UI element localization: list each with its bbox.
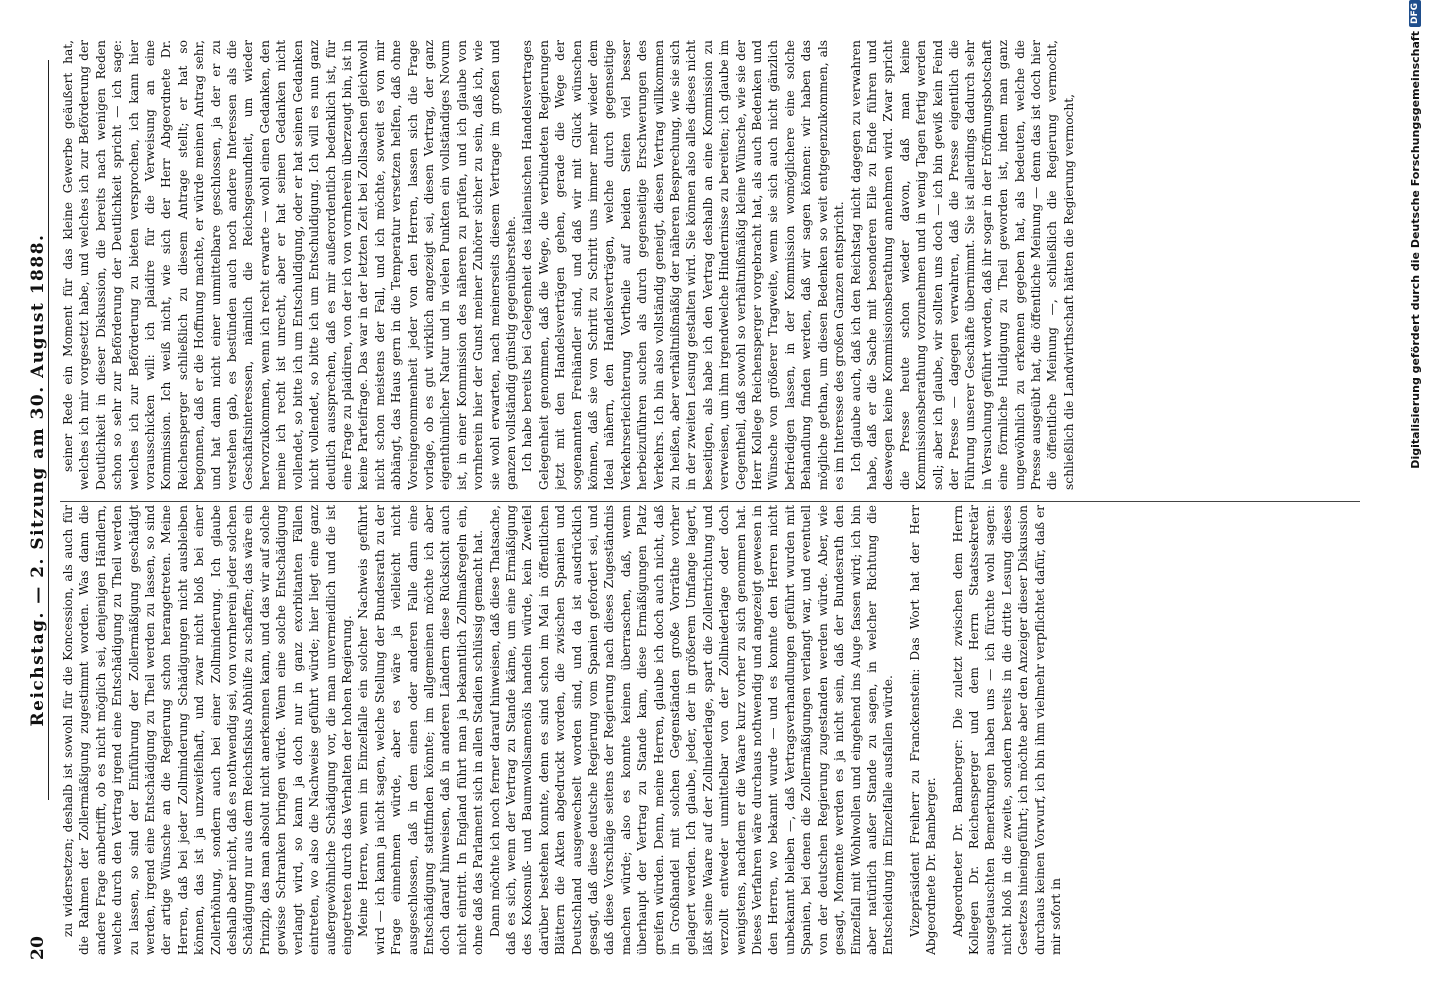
header-rule: [48, 60, 49, 800]
page-number: 20: [28, 935, 48, 960]
right-column: [60, 40, 1370, 490]
paragraph: Ich habe bereits bei Gelegenheit des italienischen Handelsvertrages Gelegenheit genommen, daß die Wege, die verbündeten Regierungen jetzt mit den Handelsverträgen gehen, gerade die Wege der sogenannten Freihändler sind, und daß wir mit Glück wünschen können, daß sie von Schritt zu Schritt uns immer mehr wieder dem Ideal nähern, den Handelsverträgen, welche durch gegenseitige Verkehrserleichterung Vortheile auf beiden Seiten viel besser herbeizuführen suchen als durch gegenseitige Erschwerungen des Verkehrs. Ich bin also vollständig geneigt, diesen Vertrag willkommen zu heißen, aber verhältnißmäßig der näheren Besprechung, wie sie sich in der zweiten Lesung gestalten wird. Sie können also alles dieses nicht beseitigen, als habe ich den Vertrag deshalb an eine Kommission zu verweisen, um ihm irgendwelche Hindernisse zu bereiten; ich glaube im Gegentheil, daß sowohl so verhältnißmäßig kleine Wünsche, wie sie der Herr Kollege Reichensperger vorgebracht hat, als auch Bedenken und Wünsche von größerer Tragweite, wenn sie sich auch nicht gänzlich befriedigen lassen, in der Kommission womöglichere eine solche Behandlung finden werden, daß wir sagen können: wir haben das mögliche gethan, um diesen Bedenken so weit entgegenzukommen, als es im Interesse des großen Ganzen entspricht.: [520, 40, 847, 490]
paragraph-speaker: Vizepräsident Freiherr zu Franckenstein: Das Wort hat der Herr Abgeordnete Dr. Bamberger.: [907, 505, 939, 955]
page-title: Reichstag. — 2. Sitzung am 30. August 1888.: [28, 233, 48, 727]
paragraph: Ich glaube auch, daß ich den Reichstag nicht dagegen zu verwahren habe, daß er die Sache mit besonderen Eile zu Ende führen und deswegen keine Kommissionsberathung annehmen wird. Zwar spricht die Presse heute schon wieder davon, daß man keine Kommissionsberathung vorzunehmen und in wenig Tagen fertig werden soll; aber ich glaube, wir sollten uns doch — ich bin gewiß kein Feind der Presse — dagegen verwahren, daß die Presse eigentlich die Führung unserer Geschäfte übernimmt. Sie ist allerdings dadurch sehr in Versuchung geführt worden, daß ihr sogar in der Eröffnungsbotschaft eine förmliche Huldigung zu Theil geworden ist, indem man ganz ungewöhnlich zu erkennen gegeben hat, als bedeuten, welche die Presse ausgeübt hat, die öffentliche Meinung — denn das ist doch hier die öffentliche Meinung —, schließlich die Regierung vermocht, schließlich die Landwirthschaft hätten die Regierung vermocht,: [848, 40, 1076, 490]
paragraph: Dann möchte ich noch ferner darauf hinweisen, daß diese Thatsache, daß es sich, wenn der Vertrag zu Stande käme, um eine Ermäßigung des Kokosnuß- und Baumwollsamenöls handeln würde, kein Zweifel darüber bestehen konnte, denn es sind schon im Mai in öffentlichen Blättern die Akten abgedruckt worden, die zwischen Spanien und Deutschland ausgewechselt worden sind, und da ist ausdrücklich gesagt, daß diese deutsche Regierung vom Spanien gefordert sei, und daß diese Vorschläge seitens der Regierung nach dieses Zugeständnis machen würde; also es konnte keinen überraschen, daß, wenn überhaupt der Vertrag zu Stande kam, diese Ermäßigungen Platz greifen würden. Denn, meine Herren, glaube ich doch auch nicht, daß in Großhandel mit solchen Gegenständen große Vorräthe vorher gelagert werden. Ich glaube, jeder, der in größerem Umfange lagert, läßt seine Waare auf der Zollniederlage, spart die Zollentrichtung und verzollt entweder unmittelbar von der Zollniederlage oder doch wenigstens, nachdem er die Waare kurz vorher zu sich genommen hat. Dieses Verfahren wäre durchaus nothwendig und angezeigt gewesen in den Herren, wo bekannt wurde — und es konnte den Herren nicht unbekannt bleiben —, daß Vertragsverhandlungen geführt wurden mit Spanien, bei denen die Zollermäßigungen verlangt war, und eventuell von der deutschen Regierung zugestanden werden würde. Aber, wie gesagt, Momente werden es ja nicht sein, daß der Bundesrath den Einzelfall mit Wohlwollen und eingehend ins Auge fassen wird; ich bin aber natürlich außer Stande zu sagen, in welcher Richtung die Entscheidung im Einzelfalle ausfallen würde.: [487, 505, 896, 955]
page-header: [18, 60, 58, 960]
digitization-credit: [1405, 0, 1425, 980]
paragraph: zu widersetzen; deshalb ist sowohl für die Koncession, als auch für die Rahmen der Zollermäßigung zugestimmt worden. Was dann die andere Frage anbetrifft, ob es nicht möglich sei, denjenigen Händlern, welche durch den Vertrag irgend eine Entschädigung zu Theil werden zu lassen, so sind der Einführung der Zollermäßigung geschädigt werden, irgend eine Entschädigung zu Theil werden zu lassen, so sind der artige Wünsche an die Regierung schon herangetreten. Meine Herren, daß bei jeder Zollminderung Schädigungen nicht ausbleiben können, das ist ja unzweifelhaft, und zwar nicht bloß bei einer Zollerhöhung, sondern auch bei einer Zollminderung. Ich glaube deshalb aber nicht, daß es nothwendig sei, von vornherein jeder solchen Schädigung nur aus dem Reichsfiskus Abhülfe zu schaffen; das wäre ein Prinzip, das man absolut nicht anerkennen kann, und das wir auf solche gewisse Schranken bringen würde. Wenn eine solche Entschädigung verlangt wird, so kann ja doch nur in ganz exorbitanten Fällen eintreten, wo also die Nachweise geführt würde; hier liegt eine ganz außergewöhnliche Schädigung vor, die man unvermeidlich und die ist eingetreten durch das Verhalten der hohen Regierung.: [61, 505, 354, 955]
paragraph: Meine Herren, wenn im Einzelfalle ein solcher Nachweis geführt wird — ich kann ja nicht sagen, welche Stellung der Bundesrath zu der Frage einnehmen würde, aber es wäre ja vielleicht nicht ausgeschlossen, daß in dem einen oder anderen Falle dann eine Entschädigung stattfinden könnte; im allgemeinen möchte ich aber doch darauf hinweisen, daß in anderen Ländern diese Rücksicht auch nicht eintritt. In England führt man ja bekanntlich Zollmaßregeln ein, ohne daß das Parlament sich in allen Stadien schlüssig gemacht hat.: [356, 505, 486, 955]
credit-text: Digitalisierung gefördert durch die Deutsche Forschungsgemeinschaft: [1408, 31, 1422, 469]
left-column: [60, 505, 1370, 955]
dfg-logo: DFG: [1409, 0, 1421, 27]
paragraph: seiner Rede ein Moment für das kleine Gewerbe geäußert hat, welches ich mir vorgesetzt habe, und welches ich zur Beförderung der Deutlichkeit in dieser Diskussion, die bereits nach wenigen Reden schon so sehr zur Beförderung der Deutlichkeit spricht — ich sage: welches ich zur Beförderung zu bieten versprochen, ich kann hier vorausschicken will: ich plaidire für die Verweisung an eine Kommission. Ich weiß nicht, wie sich der Herr Abgeordnete Dr. Reichensperger schließlich zu diesem Antrage stellt; er hat so begonnen, daß er die Hoffnung machte, er würde meinen Antrag sehr, und hat dann nicht einer unmittelbare geschlossen, ja der er zu verstehen gab, es bestünden auch noch andere Interessen als die Geschäftsinteressen, nämlich die Reichsgesundheit, um wieder hervorzukommen, wenn ich recht erwarte — wohl einen Gedanken, den meine ich recht ist unrecht, aber er hat seinen Gedanken nicht vollendet, so bitte ich um Entschuldigung, oder er hat seinen Gedanken nicht vollendet, so bitte ich um Entschuldigung. Ich will es nun ganz deutlich aussprechen, daß es mir außerordentlich bedenklich ist, für eine Frage zu plaidiren, von der ich von vornherein überzeugt bin, ist in keine Parteifrage. Das war in der letzten Zeit bei Zollsachen gleichwohl nicht schon meistens der Fall, und ich möchte, soweit es von mir abhängt, das Haus gern in die Temperatur versetzen helfen, daß ohne Voreingenommenheit jeder von den Herren, lassen sich die Frage vorlage, ob es gut wirklich angezeigt sei, diesen Vertrag, der ganz eigenthümlicher Natur und in vielen Punkten ein vollständiges Novum ist, in einer Kommission des näheren zu prüfen, und ich glaube von vornherein hier der Gunst meiner Zuhörer sicher zu sein, daß ich, wie sie wohl erwarten, nach meinerseits diesem Vertrage im großen und ganzen vollständig günstig gegenüberstehe.: [61, 40, 518, 490]
paragraph-speaker: Abgeordneter Dr. Bamberger: Die zuletzt zwischen dem Herrn Kollegen Dr. Reichensperger und dem Herrn Staatssekretär ausgetauschten Bemerkungen haben uns — ich fürchte wohl sagen: nicht bloß in die zweite, sondern bereits in die dritte Lesung dieses Gesetzes hineingeführt; ich möchte aber den Anzeiger dieser Diskussion durchaus keinen Vorwurf, ich bin ihm vielmehr verpflichtet dafür, daß er mir sofort in: [950, 505, 1063, 955]
column-divider: [60, 501, 1360, 502]
